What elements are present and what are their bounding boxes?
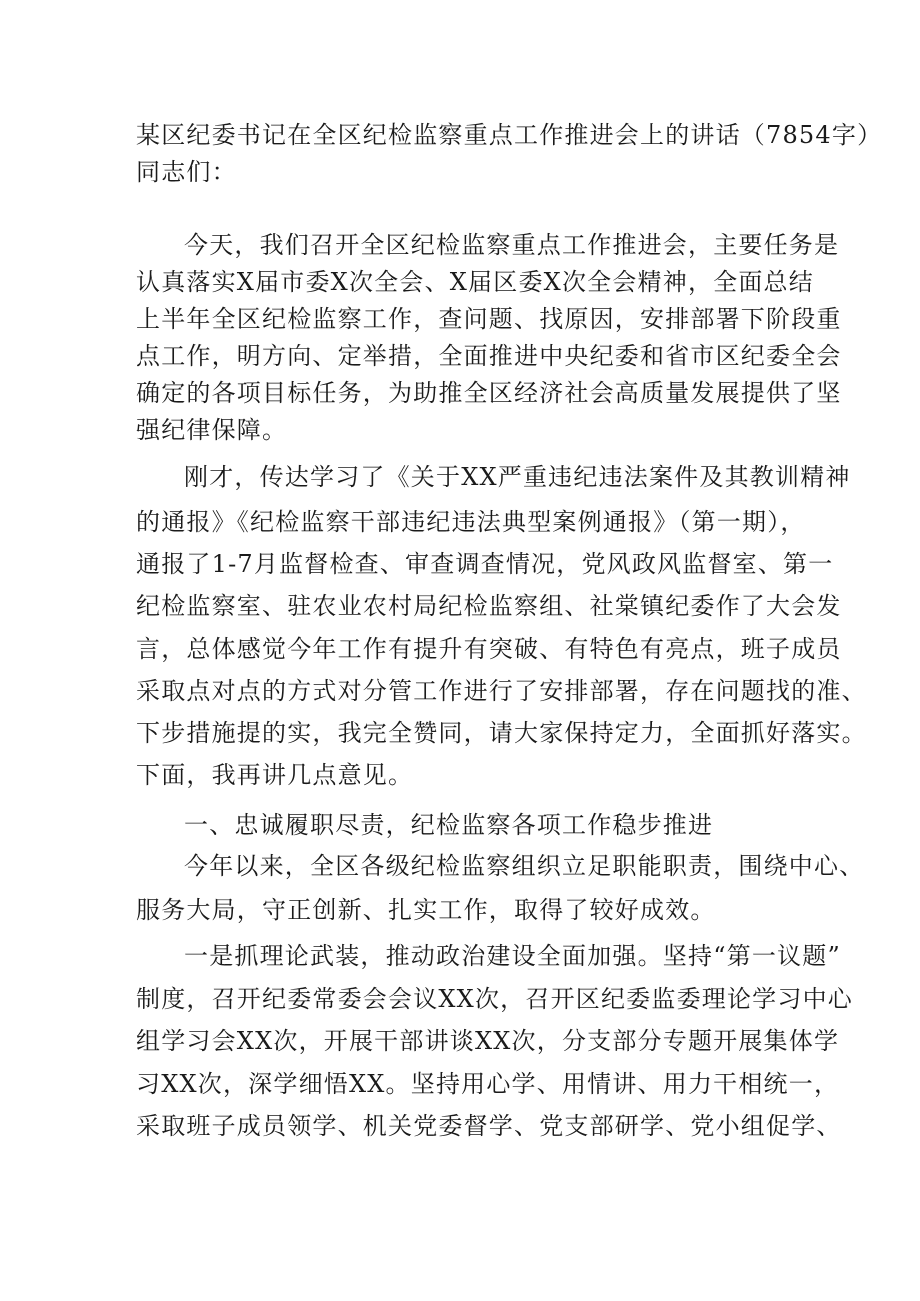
paragraph-line: 刚才，传达学习了《关于XX严重违纪违法案件及其教训精神 [184,463,851,491]
paragraph-line: 下面，我再讲几点意见。 [136,761,414,789]
paragraph-line: 认真落实X届市委X次全会、X届区委X次全会精神，全面总结 [136,268,814,296]
paragraph-line: 组学习会XX次，开展干部讲谈XX次，分支部分专题开展集体学 [136,1027,840,1055]
paragraph-line: 习XX次，深学细悟XX。坚持用心学、用情讲、用力干相统一， [136,1070,840,1098]
paragraph-line: 服务大局，守正创新、扎实工作，取得了较好成效。 [136,896,716,924]
paragraph-line: 纪检监察室、驻农业农村局纪检监察组、社棠镇纪委作了大会发 [136,592,842,620]
paragraph-line: 点工作，明方向、定举措，全面推进中央纪委和省市区纪委全会 [136,342,842,370]
paragraph-line: 通报了1-7月监督检查、审查调查情况，党风政风监督室、第一 [136,550,834,578]
paragraph-line: 的通报》《纪检监察干部违纪违法典型案例通报》（第一期）， [136,508,806,536]
paragraph-line: 采取点对点的方式对分管工作进行了安排部署，存在问题找的准、 [136,677,867,705]
document-title: 某区纪委书记在全区纪检监察重点工作推进会上的讲话（7854字） [136,121,883,149]
paragraph-line: 言，总体感觉今年工作有提升有突破、有特色有亮点，班子成员 [136,635,842,663]
paragraph-line: 制度，召开纪委常委会会议XX次，召开区纪委监委理论学习中心 [136,985,853,1013]
paragraph-line: 强纪律保障。 [136,416,288,444]
section-heading: 一、忠诚履职尽责，纪检监察各项工作稳步推进 [184,811,714,839]
paragraph-line: 一是抓理论武装，推动政治建设全面加强。坚持“第一议题” [184,942,841,970]
salutation: 同志们： [136,158,237,186]
paragraph-line: 今天，我们召开全区纪检监察重点工作推进会，主要任务是 [184,231,840,259]
paragraph-line: 今年以来，全区各级纪检监察组织立足职能职责，围绕中心、 [184,852,865,880]
paragraph-line: 上半年全区纪检监察工作，查问题、找原因，安排部署下阶段重 [136,305,842,333]
paragraph-line: 采取班子成员领学、机关党委督学、党支部研学、党小组促学、 [136,1112,842,1140]
paragraph-line: 下步措施提的实，我完全赞同，请大家保持定力，全面抓好落实。 [136,719,867,747]
paragraph-line: 确定的各项目标任务，为助推全区经济社会高质量发展提供了坚 [136,379,842,407]
